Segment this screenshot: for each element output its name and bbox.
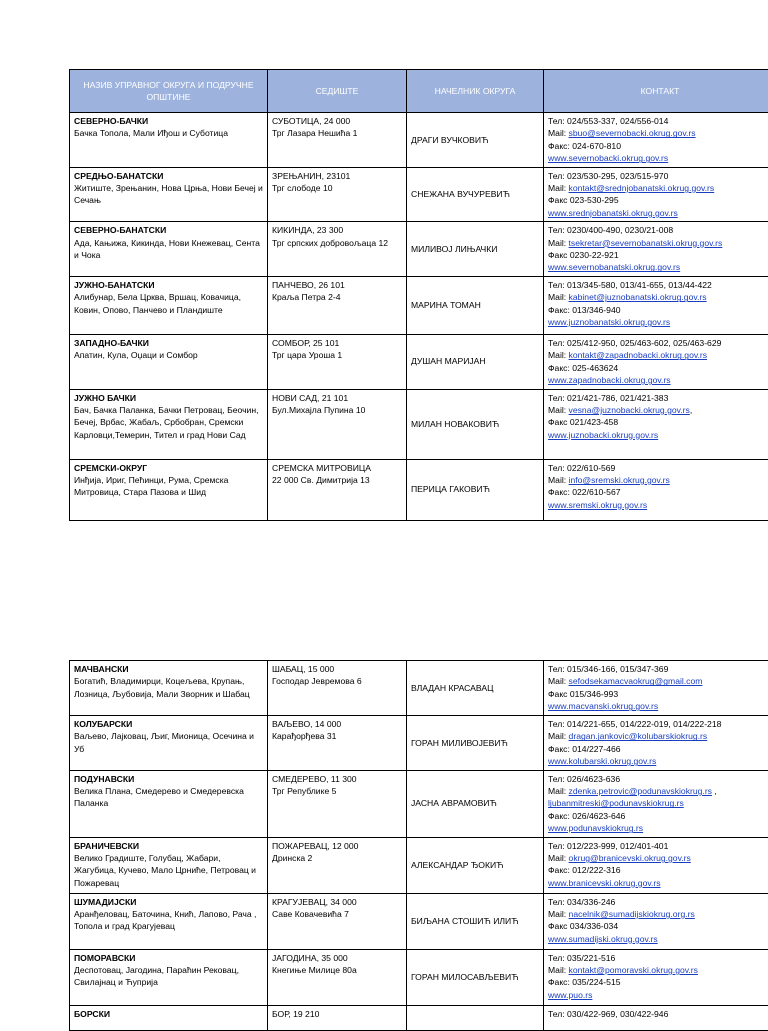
district-name: ЈУЖНО-БАНАТСКИ bbox=[74, 279, 263, 291]
contact-mail-line bbox=[548, 964, 768, 976]
municipalities-list: Велико Градиште, Голубац, Жабари, Жагубица, Кучево, Мало Црниће, Петровац и Пожаревац bbox=[74, 852, 263, 889]
district-cell bbox=[70, 661, 268, 716]
contact-fax: Факс: 013/346-940 bbox=[548, 304, 768, 316]
contact-phone: Тел: 023/530-295, 023/515-970 bbox=[548, 170, 768, 182]
municipalities-list: Алибунар, Бела Црква, Вршац, Ковачица, Ковин, Опово, Панчево и Пландиште bbox=[74, 291, 263, 316]
contact-cell bbox=[544, 661, 768, 716]
contact-mail-label: Mail: bbox=[548, 183, 569, 193]
contact-website-link[interactable]: www.severnobanatski.okrug.gov.rs bbox=[548, 261, 768, 273]
table-row bbox=[70, 893, 768, 949]
table-row bbox=[70, 1005, 768, 1030]
table-row bbox=[70, 770, 768, 837]
contact-mail-label: Mail: bbox=[548, 238, 569, 248]
contact-phone: Тел: 022/610-569 bbox=[548, 462, 768, 474]
district-name: СЕВЕРНО-БАЧКИ bbox=[74, 115, 263, 127]
seat-city: ПАНЧЕВО, 26 101 bbox=[272, 279, 402, 291]
contact-email-link[interactable]: kontakt@pomoravski.okrug.gov.rs bbox=[569, 965, 698, 975]
municipalities-list: Инђија, Ириг, Пећинци, Рума, Сремска Митровица, Стара Пазова и Шид bbox=[74, 474, 263, 499]
district-name: ЗАПАДНО-БАЧКИ bbox=[74, 337, 263, 349]
districts-table-2 bbox=[69, 660, 768, 1031]
seat-address: Трг српских добровољаца 12 bbox=[272, 237, 402, 249]
contact-website-link[interactable]: www.severnobacki.okrug.gov.rs bbox=[548, 152, 768, 164]
contact-fax: Факс 034/336-034 bbox=[548, 920, 768, 932]
table-row bbox=[70, 167, 768, 222]
seat-city: СРЕМСКА МИТРОВИЦА bbox=[272, 462, 402, 474]
seat-city: ВАЉЕВО, 14 000 bbox=[272, 718, 402, 730]
contact-mail-label: Mail: bbox=[548, 292, 569, 302]
contact-mail-line bbox=[548, 182, 768, 194]
district-cell bbox=[70, 770, 268, 837]
table-row bbox=[70, 837, 768, 893]
district-cell bbox=[70, 334, 268, 389]
contact-phone: Тел: 013/345-580, 013/41-655, 013/44-422 bbox=[548, 279, 768, 291]
seat-address: Трг Лазара Нешића 1 bbox=[272, 127, 402, 139]
contact-email-link[interactable]: sbuo@severnobacki.okrug.gov.rs bbox=[569, 128, 696, 138]
contact-mail-line bbox=[548, 908, 768, 920]
contact-fax: Факс: 026/4623-646 bbox=[548, 810, 768, 822]
table-row bbox=[70, 113, 768, 168]
contact-fax: Факс: 025-463624 bbox=[548, 362, 768, 374]
contact-fax: Факс: 024-670-810 bbox=[548, 140, 768, 152]
contact-email-link[interactable]: kontakt@srednjobanatski.okrug.gov.rs bbox=[569, 183, 715, 193]
contact-fax: Факс 015/346-993 bbox=[548, 688, 768, 700]
chief-cell: ГОРАН МИЛИВОЈЕВИЋ bbox=[407, 716, 544, 771]
municipalities-list: Житиште, Зрењанин, Нова Црња, Нови Бечеј и Сечањ bbox=[74, 182, 263, 207]
chief-cell bbox=[407, 1005, 544, 1030]
contact-mail-label: Mail: bbox=[548, 405, 569, 415]
contact-mail-label: Mail: bbox=[548, 786, 569, 796]
seat-cell bbox=[268, 222, 407, 277]
contact-mail-line bbox=[548, 127, 768, 139]
contact-cell bbox=[544, 1005, 768, 1030]
contact-mail-label: Mail: bbox=[548, 853, 569, 863]
contact-cell bbox=[544, 167, 768, 222]
district-cell bbox=[70, 389, 268, 459]
municipalities-list: Бачка Топола, Мали Иђош и Суботица bbox=[74, 127, 263, 139]
contact-fax: Факс 023-530-295 bbox=[548, 194, 768, 206]
contact-website-link[interactable]: www.sremski.okrug.gov.rs bbox=[548, 499, 768, 511]
seat-address: Кнегиње Милице 80а bbox=[272, 964, 402, 976]
contact-phone: Тел: 035/221-516 bbox=[548, 952, 768, 964]
district-cell bbox=[70, 113, 268, 168]
contact-email-link[interactable]: kabinet@juznobanatski.okrug.gov.rs bbox=[569, 292, 707, 302]
chief-cell: МИЛАН НОВАКОВИЋ bbox=[407, 389, 544, 459]
chief-cell: ДУШАН МАРИЈАН bbox=[407, 334, 544, 389]
seat-cell bbox=[268, 661, 407, 716]
contact-fax: Факс 021/423-458 bbox=[548, 416, 768, 428]
contact-website-link[interactable]: www.juznobacki.okrug.gov.rs bbox=[548, 429, 768, 441]
contact-email-link[interactable]: zdenka.petrovic@podunavskiokrug.rs bbox=[569, 786, 712, 796]
district-name: ПОМОРАВСКИ bbox=[74, 952, 263, 964]
contact-email-link[interactable]: sefodsekamacvaokrug@gmail.com bbox=[569, 676, 703, 686]
seat-address: 22 000 Св. Димитрија 13 bbox=[272, 474, 402, 486]
contact-cell bbox=[544, 113, 768, 168]
contact-mail-line bbox=[548, 291, 768, 303]
seat-city: НОВИ САД, 21 101 bbox=[272, 392, 402, 404]
district-cell bbox=[70, 893, 268, 949]
header-district: НАЗИВ УПРАВНОГ ОКРУГА И ПОДРУЧНЕ ОПШТИНЕ bbox=[70, 70, 268, 113]
chief-cell: ГОРАН МИЛОСАВЉЕВИЋ bbox=[407, 949, 544, 1005]
municipalities-list: Велика Плана, Смедерево и Смедеревска Паланка bbox=[74, 785, 263, 810]
contact-mail-label: Mail: bbox=[548, 676, 569, 686]
seat-cell bbox=[268, 1005, 407, 1030]
municipalities-list: Ада, Кањижа, Кикинда, Нови Кнежевац, Сента и Чока bbox=[74, 237, 263, 262]
municipalities-list: Богатић, Владимирци, Коцељева, Крупањ, Лозница, Љубовија, Мали Зворник и Шабац bbox=[74, 675, 263, 700]
district-cell bbox=[70, 459, 268, 520]
header-seat: СЕДИШТЕ bbox=[268, 70, 407, 113]
contact-website-link[interactable]: www.srednjobanatski.okrug.gov.rs bbox=[548, 207, 768, 219]
contact-mail-label: Mail: bbox=[548, 909, 569, 919]
contact-website-link[interactable]: www.juznobanatski.okrug.gov.rs bbox=[548, 316, 768, 328]
contact-email-link[interactable]: dragan.jankovic@kolubarskiokrug.rs bbox=[569, 731, 708, 741]
municipalities-list: Апатин, Кула, Оџаци и Сомбор bbox=[74, 349, 263, 361]
contact-phone: Тел: 021/421-786, 021/421-383 bbox=[548, 392, 768, 404]
seat-cell bbox=[268, 334, 407, 389]
district-cell bbox=[70, 716, 268, 771]
chief-cell: МИЛИВОЈ ЛИЊАЧКИ bbox=[407, 222, 544, 277]
district-name: ЈУЖНО БАЧКИ bbox=[74, 392, 263, 404]
chief-cell: ЈАСНА АВРАМОВИЋ bbox=[407, 770, 544, 837]
district-cell bbox=[70, 1005, 268, 1030]
municipalities-list: Бач, Бачка Паланка, Бачки Петровац, Беочин, Бечеј, Врбас, Жабаљ, Србобран, Сремски Карловци,Темерин, Тител и град Нови Сад bbox=[74, 404, 263, 441]
seat-city: ШАБАЦ, 15 000 bbox=[272, 663, 402, 675]
district-cell bbox=[70, 837, 268, 893]
district-name: КОЛУБАРСКИ bbox=[74, 718, 263, 730]
chief-cell: МАРИНА ТОМАН bbox=[407, 276, 544, 334]
contact-email-link[interactable]: kontakt@zapadnobacki.okrug.gov.rs bbox=[569, 350, 708, 360]
contact-website-link[interactable]: www.zapadnobacki.okrug.gov.rs bbox=[548, 374, 768, 386]
contact-mail-suffix: , bbox=[690, 405, 692, 415]
seat-address: Трг Републике 5 bbox=[272, 785, 402, 797]
contact-mail-line bbox=[548, 785, 768, 797]
table-row bbox=[70, 459, 768, 520]
contact-website-link[interactable]: www.branicevski.okrug.gov.rs bbox=[548, 877, 768, 889]
table-row bbox=[70, 949, 768, 1005]
contact-website-link[interactable]: www.macvanski.okrug.gov.rs bbox=[548, 700, 768, 712]
municipalities-list: Аранђеловац, Баточина, Кнић, Лапово, Рача , Топола и град Крагујевац bbox=[74, 908, 263, 933]
district-name: СРЕМСКИ-ОКРУГ bbox=[74, 462, 263, 474]
seat-city: КРАГУЈЕВАЦ, 34 000 bbox=[272, 896, 402, 908]
table-header-row bbox=[70, 70, 768, 113]
seat-city: БОР, 19 210 bbox=[272, 1008, 402, 1020]
header-chief: НАЧЕЛНИК ОКРУГА bbox=[407, 70, 544, 113]
contact-fax: Факс: 035/224-515 bbox=[548, 976, 768, 988]
seat-cell bbox=[268, 276, 407, 334]
seat-cell bbox=[268, 893, 407, 949]
contact-phone: Тел: 0230/400-490, 0230/21-008 bbox=[548, 224, 768, 236]
contact-fax: Факс: 014/227-466 bbox=[548, 743, 768, 755]
district-cell bbox=[70, 276, 268, 334]
contact-fax: Факс 0230-22-921 bbox=[548, 249, 768, 261]
table-row bbox=[70, 276, 768, 334]
chief-cell: ПЕРИЦА ГАКОВИЋ bbox=[407, 459, 544, 520]
contact-mail-label: Mail: bbox=[548, 475, 569, 485]
seat-address: Краља Петра 2-4 bbox=[272, 291, 402, 303]
seat-address: Саве Ковачевића 7 bbox=[272, 908, 402, 920]
header-contact: КОНТАКТ bbox=[544, 70, 768, 113]
contact-cell bbox=[544, 276, 768, 334]
table-row bbox=[70, 389, 768, 459]
table-row bbox=[70, 222, 768, 277]
contact-phone: Тел: 034/336-246 bbox=[548, 896, 768, 908]
seat-city: СУБОТИЦА, 24 000 bbox=[272, 115, 402, 127]
seat-cell bbox=[268, 716, 407, 771]
contact-mail-label: Mail: bbox=[548, 965, 569, 975]
contact-mail-line bbox=[548, 237, 768, 249]
seat-city: СМЕДЕРЕВО, 11 300 bbox=[272, 773, 402, 785]
district-name: ШУМАДИЈСКИ bbox=[74, 896, 263, 908]
district-cell bbox=[70, 167, 268, 222]
contact-website-link[interactable]: www.podunavskiokrug.rs bbox=[548, 822, 768, 834]
seat-address: Карађорђева 31 bbox=[272, 730, 402, 742]
contact-phone: Тел: 014/221-655, 014/222-019, 014/222-218 bbox=[548, 718, 768, 730]
contact-cell bbox=[544, 893, 768, 949]
seat-cell bbox=[268, 459, 407, 520]
contact-mail-line bbox=[548, 852, 768, 864]
seat-city: ЈАГОДИНА, 35 000 bbox=[272, 952, 402, 964]
contact-mail-line bbox=[548, 349, 768, 361]
chief-cell: СНЕЖАНА ВУЧУРЕВИЋ bbox=[407, 167, 544, 222]
chief-cell: БИЉАНА СТОШИЋ ИЛИЋ bbox=[407, 893, 544, 949]
contact-fax: Факс: 012/222-316 bbox=[548, 864, 768, 876]
contact-cell bbox=[544, 716, 768, 771]
chief-cell: ВЛАДАН КРАСАВАЦ bbox=[407, 661, 544, 716]
seat-cell bbox=[268, 113, 407, 168]
contact-phone: Тел: 030/422-969, 030/422-946 bbox=[548, 1008, 768, 1020]
seat-address: Бул.Михајла Пупина 10 bbox=[272, 404, 402, 416]
contact-cell bbox=[544, 949, 768, 1005]
chief-cell: АЛЕКСАНДАР ЂОКИЋ bbox=[407, 837, 544, 893]
contact-email-link-2[interactable]: ljubanmitreski@podunavskiokrug.rs bbox=[548, 797, 768, 809]
district-name: СРЕДЊО-БАНАТСКИ bbox=[74, 170, 263, 182]
contact-website-link[interactable]: www.kolubarski.okrug.gov.rs bbox=[548, 755, 768, 767]
district-name: СЕВЕРНО-БАНАТСКИ bbox=[74, 224, 263, 236]
contact-cell bbox=[544, 459, 768, 520]
contact-phone: Тел: 012/223-999, 012/401-401 bbox=[548, 840, 768, 852]
contact-cell bbox=[544, 837, 768, 893]
contact-fax: Факс: 022/610-567 bbox=[548, 486, 768, 498]
contact-email-link[interactable]: vesna@juznobacki.okrug.gov.rs bbox=[569, 405, 690, 415]
contact-phone: Тел: 024/553-337, 024/556-014 bbox=[548, 115, 768, 127]
seat-city: КИКИНДА, 23 300 bbox=[272, 224, 402, 236]
district-name: МАЧВАНСКИ bbox=[74, 663, 263, 675]
district-cell bbox=[70, 222, 268, 277]
contact-mail-label: Mail: bbox=[548, 128, 569, 138]
seat-address: Трг цара Уроша 1 bbox=[272, 349, 402, 361]
contact-phone: Тел: 026/4623-636 bbox=[548, 773, 768, 785]
contact-website-link[interactable]: www.puo.rs bbox=[548, 989, 768, 1001]
municipalities-list: Ваљево, Лајковац, Љиг, Мионица, Осечина и Уб bbox=[74, 730, 263, 755]
contact-cell bbox=[544, 770, 768, 837]
contact-cell bbox=[544, 389, 768, 459]
chief-cell: ДРАГИ ВУЧКОВИЋ bbox=[407, 113, 544, 168]
contact-mail-line bbox=[548, 404, 768, 416]
contact-email-link[interactable]: info@sremski.okrug.gov.rs bbox=[569, 475, 670, 485]
contact-email-link[interactable]: nacelnik@sumadijskiokrug.org.rs bbox=[569, 909, 695, 919]
seat-address: Трг слободе 10 bbox=[272, 182, 402, 194]
seat-cell bbox=[268, 949, 407, 1005]
contact-phone: Тел: 025/412-950, 025/463-602, 025/463-629 bbox=[548, 337, 768, 349]
seat-city: СОМБОР, 25 101 bbox=[272, 337, 402, 349]
contact-mail-line bbox=[548, 730, 768, 742]
contact-website-link[interactable]: www.sumadijski.okrug.gov.rs bbox=[548, 933, 768, 945]
municipalities-list: Деспотовац, Јагодина, Параћин Рековац, Свилајнац и Ћуприја bbox=[74, 964, 263, 989]
district-name: ПОДУНАВСКИ bbox=[74, 773, 263, 785]
seat-city: ЗРЕЊАНИН, 23101 bbox=[272, 170, 402, 182]
seat-cell bbox=[268, 770, 407, 837]
contact-cell bbox=[544, 222, 768, 277]
contact-cell bbox=[544, 334, 768, 389]
table-row bbox=[70, 334, 768, 389]
district-name: БРАНИЧЕВСКИ bbox=[74, 840, 263, 852]
table-row bbox=[70, 716, 768, 771]
district-name: БОРСКИ bbox=[74, 1008, 263, 1020]
districts-table-1 bbox=[69, 69, 768, 521]
contact-phone: Тел: 015/346-166, 015/347-369 bbox=[548, 663, 768, 675]
seat-city: ПОЖАРЕВАЦ, 12 000 bbox=[272, 840, 402, 852]
seat-cell bbox=[268, 389, 407, 459]
seat-cell bbox=[268, 167, 407, 222]
table-row bbox=[70, 661, 768, 716]
contact-email-link[interactable]: tsekretar@severnobanatski.okrug.gov.rs bbox=[569, 238, 723, 248]
contact-mail-label: Mail: bbox=[548, 731, 569, 741]
contact-mail-line bbox=[548, 474, 768, 486]
contact-mail-suffix: , bbox=[712, 786, 717, 796]
contact-email-link[interactable]: okrug@branicevski.okrug.gov.rs bbox=[569, 853, 691, 863]
contact-mail-label: Mail: bbox=[548, 350, 569, 360]
seat-address: Дринска 2 bbox=[272, 852, 402, 864]
seat-address: Господар Јевремова 6 bbox=[272, 675, 402, 687]
contact-mail-line bbox=[548, 675, 768, 687]
seat-cell bbox=[268, 837, 407, 893]
district-cell bbox=[70, 949, 268, 1005]
